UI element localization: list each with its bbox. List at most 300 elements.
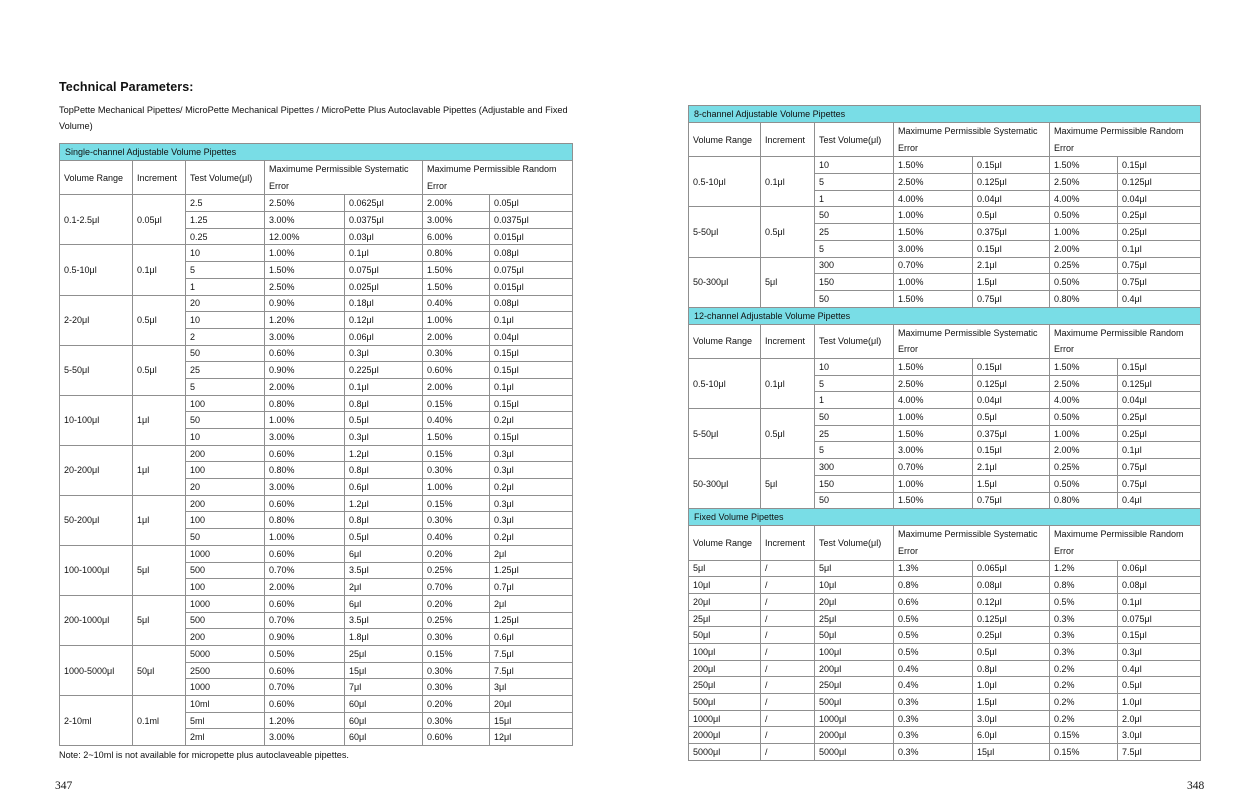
systematic-value-cell: 60μl bbox=[345, 712, 423, 729]
page-number: 347 bbox=[55, 780, 73, 792]
random-percent-cell: 0.20% bbox=[423, 696, 490, 713]
increment-cell: 1μl bbox=[133, 445, 186, 495]
systematic-percent-cell: 4.00% bbox=[894, 190, 973, 207]
random-value-cell: 0.75μl bbox=[1118, 475, 1201, 492]
random-percent-cell: 0.30% bbox=[423, 679, 490, 696]
random-value-cell: 2μl bbox=[490, 595, 573, 612]
random-percent-cell: 1.00% bbox=[423, 479, 490, 496]
test-volume-cell: 10 bbox=[815, 157, 894, 174]
random-percent-cell: 0.30% bbox=[423, 629, 490, 646]
test-volume-cell: 10 bbox=[186, 429, 265, 446]
table-row bbox=[60, 595, 573, 612]
systematic-percent-cell: 2.50% bbox=[894, 174, 973, 191]
table-row bbox=[60, 345, 573, 362]
random-percent-cell: 0.60% bbox=[423, 362, 490, 379]
test-volume-cell: 20 bbox=[186, 479, 265, 496]
random-percent-cell: 0.15% bbox=[1050, 727, 1118, 744]
random-value-cell: 0.1μl bbox=[1118, 593, 1201, 610]
test-volume-cell: 500 bbox=[186, 612, 265, 629]
volume-range-cell: 2-10ml bbox=[60, 696, 133, 746]
systematic-percent-cell: 0.3% bbox=[894, 710, 973, 727]
random-value-cell: 0.3μl bbox=[490, 495, 573, 512]
increment-cell: / bbox=[761, 660, 815, 677]
random-value-cell: 0.6μl bbox=[490, 629, 573, 646]
systematic-percent-cell: 1.20% bbox=[265, 712, 345, 729]
table-row bbox=[689, 727, 1201, 744]
random-value-cell: 0.15μl bbox=[1118, 157, 1201, 174]
systematic-value-cell: 15μl bbox=[345, 662, 423, 679]
header-test-volume: Test Volume(μl) bbox=[815, 123, 894, 157]
systematic-percent-cell: 0.70% bbox=[265, 562, 345, 579]
test-volume-cell: 200 bbox=[186, 495, 265, 512]
random-percent-cell: 0.15% bbox=[423, 445, 490, 462]
random-value-cell: 0.125μl bbox=[1118, 174, 1201, 191]
table-row bbox=[60, 395, 573, 412]
random-value-cell: 0.3μl bbox=[1118, 644, 1201, 661]
header-volume-range: Volume Range bbox=[689, 123, 761, 157]
systematic-value-cell: 0.0375μl bbox=[345, 212, 423, 229]
increment-cell: / bbox=[761, 694, 815, 711]
increment-cell: 0.5μl bbox=[133, 345, 186, 395]
test-volume-cell: 150 bbox=[815, 475, 894, 492]
random-value-cell: 0.06μl bbox=[1118, 560, 1201, 577]
increment-cell: / bbox=[761, 593, 815, 610]
header-test-volume: Test Volume(μl) bbox=[815, 324, 894, 358]
random-value-cell: 0.04μl bbox=[1118, 190, 1201, 207]
systematic-value-cell: 0.5μl bbox=[973, 409, 1050, 426]
systematic-percent-cell: 1.00% bbox=[265, 412, 345, 429]
systematic-value-cell: 0.375μl bbox=[973, 224, 1050, 241]
systematic-value-cell: 3.5μl bbox=[345, 562, 423, 579]
test-volume-cell: 50 bbox=[815, 207, 894, 224]
systematic-value-cell: 0.75μl bbox=[973, 492, 1050, 509]
systematic-percent-cell: 3.00% bbox=[265, 429, 345, 446]
test-volume-cell: 5ml bbox=[186, 712, 265, 729]
test-volume-cell: 20 bbox=[186, 295, 265, 312]
systematic-percent-cell: 0.60% bbox=[265, 345, 345, 362]
volume-range-cell: 50-200μl bbox=[60, 495, 133, 545]
test-volume-cell: 300 bbox=[815, 459, 894, 476]
systematic-value-cell: 0.125μl bbox=[973, 375, 1050, 392]
table-row bbox=[60, 445, 573, 462]
random-percent-cell: 0.30% bbox=[423, 345, 490, 362]
volume-range-cell: 10μl bbox=[689, 577, 761, 594]
single-channel-table bbox=[59, 143, 573, 746]
table-row bbox=[689, 459, 1201, 476]
random-percent-cell: 0.50% bbox=[1050, 409, 1118, 426]
table-row bbox=[689, 644, 1201, 661]
systematic-percent-cell: 1.00% bbox=[894, 409, 973, 426]
header-increment: Increment bbox=[761, 324, 815, 358]
table-row bbox=[60, 195, 573, 212]
systematic-percent-cell: 0.5% bbox=[894, 627, 973, 644]
systematic-value-cell: 0.04μl bbox=[973, 190, 1050, 207]
volume-range-cell: 1000-5000μl bbox=[60, 645, 133, 695]
volume-range-cell: 25μl bbox=[689, 610, 761, 627]
random-value-cell: 0.15μl bbox=[490, 362, 573, 379]
systematic-value-cell: 0.3μl bbox=[345, 345, 423, 362]
systematic-percent-cell: 1.50% bbox=[894, 492, 973, 509]
table-row bbox=[689, 359, 1201, 376]
random-value-cell: 7.5μl bbox=[490, 645, 573, 662]
random-value-cell: 0.5μl bbox=[1118, 677, 1201, 694]
systematic-percent-cell: 0.60% bbox=[265, 495, 345, 512]
random-percent-cell: 1.50% bbox=[423, 429, 490, 446]
table-row bbox=[60, 495, 573, 512]
table-title: Fixed Volume Pipettes bbox=[689, 509, 1201, 526]
test-volume-cell: 10 bbox=[186, 312, 265, 329]
random-percent-cell: 0.30% bbox=[423, 662, 490, 679]
table-row bbox=[689, 593, 1201, 610]
random-value-cell: 0.075μl bbox=[490, 262, 573, 279]
random-percent-cell: 2.00% bbox=[423, 378, 490, 395]
table-title: Single-channel Adjustable Volume Pipettes bbox=[60, 144, 573, 161]
random-value-cell: 12μl bbox=[490, 729, 573, 746]
increment-cell: / bbox=[761, 560, 815, 577]
random-value-cell: 0.1μl bbox=[490, 312, 573, 329]
systematic-value-cell: 0.25μl bbox=[973, 627, 1050, 644]
volume-range-cell: 50μl bbox=[689, 627, 761, 644]
systematic-value-cell: 0.15μl bbox=[973, 157, 1050, 174]
increment-cell: 1μl bbox=[133, 395, 186, 445]
systematic-value-cell: 0.15μl bbox=[973, 442, 1050, 459]
test-volume-cell: 5 bbox=[186, 378, 265, 395]
random-value-cell: 1.0μl bbox=[1118, 694, 1201, 711]
volume-range-cell: 1000μl bbox=[689, 710, 761, 727]
random-value-cell: 2.0μl bbox=[1118, 710, 1201, 727]
increment-cell: 0.05μl bbox=[133, 195, 186, 245]
volume-range-cell: 100-1000μl bbox=[60, 545, 133, 595]
test-volume-cell: 0.25 bbox=[186, 228, 265, 245]
systematic-value-cell: 0.3μl bbox=[345, 429, 423, 446]
random-value-cell: 0.3μl bbox=[490, 445, 573, 462]
test-volume-cell: 5 bbox=[815, 240, 894, 257]
systematic-value-cell: 6.0μl bbox=[973, 727, 1050, 744]
random-percent-cell: 4.00% bbox=[1050, 190, 1118, 207]
random-value-cell: 0.4μl bbox=[1118, 660, 1201, 677]
random-percent-cell: 0.2% bbox=[1050, 677, 1118, 694]
random-value-cell: 0.08μl bbox=[1118, 577, 1201, 594]
increment-cell: / bbox=[761, 744, 815, 761]
systematic-percent-cell: 0.4% bbox=[894, 660, 973, 677]
random-percent-cell: 2.50% bbox=[1050, 174, 1118, 191]
systematic-percent-cell: 1.50% bbox=[894, 425, 973, 442]
systematic-value-cell: 60μl bbox=[345, 729, 423, 746]
systematic-percent-cell: 0.3% bbox=[894, 727, 973, 744]
increment-cell: / bbox=[761, 727, 815, 744]
page-number: 348 bbox=[1187, 780, 1205, 792]
random-percent-cell: 0.30% bbox=[423, 462, 490, 479]
table-row bbox=[689, 660, 1201, 677]
random-value-cell: 15μl bbox=[490, 712, 573, 729]
random-value-cell: 0.05μl bbox=[490, 195, 573, 212]
table-row bbox=[60, 545, 573, 562]
table-row bbox=[60, 245, 573, 262]
systematic-percent-cell: 1.00% bbox=[265, 245, 345, 262]
systematic-value-cell: 0.8μl bbox=[345, 512, 423, 529]
test-volume-cell: 200μl bbox=[815, 660, 894, 677]
test-volume-cell: 500μl bbox=[815, 694, 894, 711]
random-value-cell: 0.25μl bbox=[1118, 409, 1201, 426]
test-volume-cell: 2.5 bbox=[186, 195, 265, 212]
systematic-value-cell: 0.08μl bbox=[973, 577, 1050, 594]
test-volume-cell: 200 bbox=[186, 629, 265, 646]
random-percent-cell: 0.80% bbox=[423, 245, 490, 262]
random-value-cell: 0.15μl bbox=[490, 429, 573, 446]
random-percent-cell: 1.2% bbox=[1050, 560, 1118, 577]
systematic-percent-cell: 0.70% bbox=[265, 679, 345, 696]
random-percent-cell: 0.15% bbox=[423, 395, 490, 412]
systematic-value-cell: 6μl bbox=[345, 595, 423, 612]
systematic-percent-cell: 0.60% bbox=[265, 662, 345, 679]
random-value-cell: 7.5μl bbox=[1118, 744, 1201, 761]
random-percent-cell: 0.20% bbox=[423, 545, 490, 562]
random-percent-cell: 0.25% bbox=[423, 612, 490, 629]
header-random-error: Maximume Permissible Random Error bbox=[1050, 526, 1201, 560]
random-value-cell: 0.15μl bbox=[1118, 627, 1201, 644]
header-systematic-error: Maximume Permissible Systematic Error bbox=[894, 324, 1050, 358]
systematic-percent-cell: 2.00% bbox=[265, 579, 345, 596]
volume-range-cell: 5000μl bbox=[689, 744, 761, 761]
volume-range-cell: 5-50μl bbox=[689, 207, 761, 257]
random-value-cell: 0.2μl bbox=[490, 529, 573, 546]
random-value-cell: 0.25μl bbox=[1118, 425, 1201, 442]
systematic-percent-cell: 0.80% bbox=[265, 512, 345, 529]
increment-cell: 0.1ml bbox=[133, 696, 186, 746]
eight-channel-title-row bbox=[689, 106, 1201, 123]
test-volume-cell: 300 bbox=[815, 257, 894, 274]
systematic-value-cell: 0.12μl bbox=[345, 312, 423, 329]
random-percent-cell: 0.8% bbox=[1050, 577, 1118, 594]
test-volume-cell: 50μl bbox=[815, 627, 894, 644]
systematic-percent-cell: 1.20% bbox=[265, 312, 345, 329]
header-volume-range: Volume Range bbox=[689, 526, 761, 560]
test-volume-cell: 500 bbox=[186, 562, 265, 579]
test-volume-cell: 5 bbox=[815, 174, 894, 191]
test-volume-cell: 1000 bbox=[186, 679, 265, 696]
increment-cell: 5μl bbox=[133, 595, 186, 645]
random-percent-cell: 0.40% bbox=[423, 412, 490, 429]
systematic-percent-cell: 0.3% bbox=[894, 694, 973, 711]
volume-range-cell: 0.5-10μl bbox=[689, 157, 761, 207]
systematic-percent-cell: 3.00% bbox=[265, 328, 345, 345]
systematic-value-cell: 0.6μl bbox=[345, 479, 423, 496]
systematic-value-cell: 1.5μl bbox=[973, 475, 1050, 492]
test-volume-cell: 5000μl bbox=[815, 744, 894, 761]
volume-range-cell: 20μl bbox=[689, 593, 761, 610]
table-row bbox=[689, 610, 1201, 627]
random-percent-cell: 2.00% bbox=[1050, 442, 1118, 459]
header-random-error: Maximume Permissible Random Error bbox=[423, 161, 573, 195]
systematic-percent-cell: 2.50% bbox=[265, 278, 345, 295]
volume-range-cell: 5-50μl bbox=[60, 345, 133, 395]
header-systematic-error: Maximume Permissible Systematic Error bbox=[894, 526, 1050, 560]
random-percent-cell: 0.40% bbox=[423, 529, 490, 546]
systematic-value-cell: 3.0μl bbox=[973, 710, 1050, 727]
random-percent-cell: 2.50% bbox=[1050, 375, 1118, 392]
header-increment: Increment bbox=[133, 161, 186, 195]
systematic-percent-cell: 0.60% bbox=[265, 445, 345, 462]
volume-range-cell: 50-300μl bbox=[689, 459, 761, 509]
systematic-percent-cell: 0.50% bbox=[265, 645, 345, 662]
footnote: Note: 2~10ml is not available for micropette plus autoclaveable pipettes. bbox=[59, 750, 349, 760]
volume-range-cell: 50-300μl bbox=[689, 257, 761, 307]
systematic-value-cell: 2.1μl bbox=[973, 257, 1050, 274]
systematic-percent-cell: 0.70% bbox=[894, 459, 973, 476]
table-title: 8-channel Adjustable Volume Pipettes bbox=[689, 106, 1201, 123]
systematic-percent-cell: 0.90% bbox=[265, 629, 345, 646]
systematic-value-cell: 0.025μl bbox=[345, 278, 423, 295]
test-volume-cell: 25 bbox=[815, 425, 894, 442]
random-value-cell: 0.25μl bbox=[1118, 207, 1201, 224]
systematic-value-cell: 0.225μl bbox=[345, 362, 423, 379]
random-value-cell: 20μl bbox=[490, 696, 573, 713]
systematic-value-cell: 0.8μl bbox=[345, 462, 423, 479]
systematic-value-cell: 0.0625μl bbox=[345, 195, 423, 212]
volume-range-cell: 2000μl bbox=[689, 727, 761, 744]
systematic-percent-cell: 0.90% bbox=[265, 362, 345, 379]
random-value-cell: 0.75μl bbox=[1118, 459, 1201, 476]
systematic-percent-cell: 0.70% bbox=[894, 257, 973, 274]
right-page bbox=[629, 0, 1258, 800]
test-volume-cell: 2ml bbox=[186, 729, 265, 746]
systematic-value-cell: 6μl bbox=[345, 545, 423, 562]
systematic-value-cell: 25μl bbox=[345, 645, 423, 662]
random-percent-cell: 3.00% bbox=[423, 212, 490, 229]
increment-cell: 1μl bbox=[133, 495, 186, 545]
systematic-value-cell: 0.5μl bbox=[345, 412, 423, 429]
random-percent-cell: 0.80% bbox=[1050, 492, 1118, 509]
increment-cell: 0.1μl bbox=[761, 359, 815, 409]
random-value-cell: 0.75μl bbox=[1118, 257, 1201, 274]
test-volume-cell: 50 bbox=[186, 345, 265, 362]
systematic-value-cell: 0.375μl bbox=[973, 425, 1050, 442]
header-systematic-error: Maximume Permissible Systematic Error bbox=[894, 123, 1050, 157]
test-volume-cell: 150 bbox=[815, 274, 894, 291]
systematic-percent-cell: 12.00% bbox=[265, 228, 345, 245]
random-percent-cell: 0.15% bbox=[1050, 744, 1118, 761]
header-test-volume: Test Volume(μl) bbox=[186, 161, 265, 195]
volume-range-cell: 250μl bbox=[689, 677, 761, 694]
systematic-percent-cell: 0.60% bbox=[265, 696, 345, 713]
random-percent-cell: 1.00% bbox=[1050, 224, 1118, 241]
random-value-cell: 0.015μl bbox=[490, 228, 573, 245]
random-value-cell: 0.4μl bbox=[1118, 492, 1201, 509]
systematic-value-cell: 1.2μl bbox=[345, 445, 423, 462]
test-volume-cell: 5 bbox=[815, 442, 894, 459]
test-volume-cell: 100 bbox=[186, 395, 265, 412]
systematic-value-cell: 0.5μl bbox=[973, 207, 1050, 224]
random-value-cell: 0.08μl bbox=[490, 245, 573, 262]
random-value-cell: 0.0375μl bbox=[490, 212, 573, 229]
increment-cell: 0.1μl bbox=[133, 245, 186, 295]
table-row bbox=[689, 409, 1201, 426]
header-random-error: Maximume Permissible Random Error bbox=[1050, 324, 1201, 358]
random-value-cell: 0.15μl bbox=[490, 395, 573, 412]
systematic-percent-cell: 4.00% bbox=[894, 392, 973, 409]
twelve-channel-title-row bbox=[689, 307, 1201, 324]
fixed-volume-title-row bbox=[689, 509, 1201, 526]
increment-cell: 0.5μl bbox=[133, 295, 186, 345]
random-value-cell: 0.75μl bbox=[1118, 274, 1201, 291]
single-channel-title-row bbox=[60, 144, 573, 161]
systematic-percent-cell: 1.50% bbox=[265, 262, 345, 279]
random-value-cell: 0.08μl bbox=[490, 295, 573, 312]
test-volume-cell: 1 bbox=[815, 392, 894, 409]
systematic-percent-cell: 3.00% bbox=[265, 212, 345, 229]
systematic-value-cell: 2.1μl bbox=[973, 459, 1050, 476]
systematic-value-cell: 0.1μl bbox=[345, 378, 423, 395]
systematic-percent-cell: 1.00% bbox=[265, 529, 345, 546]
table-row bbox=[689, 157, 1201, 174]
systematic-percent-cell: 0.4% bbox=[894, 677, 973, 694]
random-percent-cell: 1.50% bbox=[1050, 157, 1118, 174]
systematic-percent-cell: 3.00% bbox=[265, 479, 345, 496]
random-value-cell: 0.3μl bbox=[490, 512, 573, 529]
volume-range-cell: 0.1-2.5μl bbox=[60, 195, 133, 245]
test-volume-cell: 50 bbox=[186, 412, 265, 429]
random-percent-cell: 0.25% bbox=[1050, 459, 1118, 476]
systematic-percent-cell: 2.50% bbox=[265, 195, 345, 212]
random-percent-cell: 0.50% bbox=[1050, 274, 1118, 291]
random-percent-cell: 0.15% bbox=[423, 495, 490, 512]
systematic-value-cell: 1.5μl bbox=[973, 274, 1050, 291]
random-percent-cell: 0.80% bbox=[1050, 290, 1118, 307]
random-percent-cell: 0.2% bbox=[1050, 710, 1118, 727]
header-increment: Increment bbox=[761, 526, 815, 560]
systematic-value-cell: 2μl bbox=[345, 579, 423, 596]
random-percent-cell: 0.5% bbox=[1050, 593, 1118, 610]
increment-cell: / bbox=[761, 577, 815, 594]
table-row bbox=[689, 677, 1201, 694]
table-row bbox=[689, 627, 1201, 644]
systematic-value-cell: 1.8μl bbox=[345, 629, 423, 646]
systematic-value-cell: 0.15μl bbox=[973, 359, 1050, 376]
systematic-percent-cell: 1.50% bbox=[894, 224, 973, 241]
systematic-value-cell: 1.5μl bbox=[973, 694, 1050, 711]
systematic-value-cell: 7μl bbox=[345, 679, 423, 696]
test-volume-cell: 10 bbox=[815, 359, 894, 376]
random-percent-cell: 0.2% bbox=[1050, 694, 1118, 711]
random-percent-cell: 0.70% bbox=[423, 579, 490, 596]
systematic-percent-cell: 1.00% bbox=[894, 274, 973, 291]
test-volume-cell: 50 bbox=[815, 492, 894, 509]
table-row bbox=[689, 694, 1201, 711]
systematic-value-cell: 0.075μl bbox=[345, 262, 423, 279]
test-volume-cell: 20μl bbox=[815, 593, 894, 610]
test-volume-cell: 1000 bbox=[186, 595, 265, 612]
random-percent-cell: 0.30% bbox=[423, 712, 490, 729]
random-value-cell: 0.15μl bbox=[490, 345, 573, 362]
systematic-percent-cell: 0.8% bbox=[894, 577, 973, 594]
systematic-value-cell: 0.06μl bbox=[345, 328, 423, 345]
volume-range-cell: 5-50μl bbox=[689, 409, 761, 459]
increment-cell: / bbox=[761, 677, 815, 694]
increment-cell: 50μl bbox=[133, 645, 186, 695]
header-volume-range: Volume Range bbox=[689, 324, 761, 358]
systematic-percent-cell: 1.50% bbox=[894, 157, 973, 174]
table-row bbox=[60, 295, 573, 312]
random-percent-cell: 4.00% bbox=[1050, 392, 1118, 409]
random-value-cell: 2μl bbox=[490, 545, 573, 562]
test-volume-cell: 100μl bbox=[815, 644, 894, 661]
random-percent-cell: 2.00% bbox=[1050, 240, 1118, 257]
random-value-cell: 0.015μl bbox=[490, 278, 573, 295]
volume-range-cell: 10-100μl bbox=[60, 395, 133, 445]
random-percent-cell: 0.2% bbox=[1050, 660, 1118, 677]
header-volume-range: Volume Range bbox=[60, 161, 133, 195]
page-heading: Technical Parameters: bbox=[59, 80, 194, 94]
